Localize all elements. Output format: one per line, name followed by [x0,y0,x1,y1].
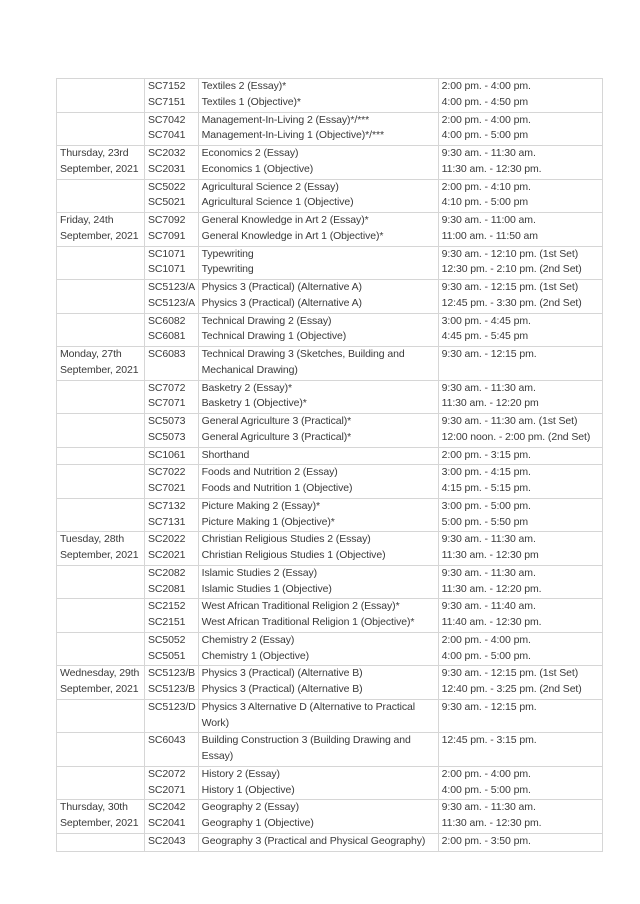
time-cell [438,733,602,767]
date-cell [57,112,145,146]
code-cell-text: SC7151 [148,95,186,108]
time-cell-text: 5:00 pm. - 5:50 pm [441,515,528,528]
code-cell [145,465,199,499]
date-cell-text: Friday, 24th September, 2021 [60,214,139,242]
time-cell-text: 4:00 pm. - 5:00 pm. [441,783,531,796]
subject-cell-text: Islamic Studies 1 (Objective) [201,582,332,595]
code-cell [145,498,199,532]
time-cell [438,213,602,247]
time-cell [438,347,602,381]
time-cell [438,833,602,851]
time-cell-text: 9:30 am. - 11:40 am. [441,600,536,613]
time-cell-text: 11:30 am. - 12:30 pm [441,549,539,561]
subject-cell-text: Agricultural Science 1 (Objective) [201,196,354,209]
code-cell-text: SC6083 [148,348,186,360]
subject-cell-text: Physics 3 (Practical) (Alternative B) [201,667,363,680]
code-cell-text: SC6082 [148,314,186,327]
code-cell-text: SC2041 [148,817,186,829]
time-cell [438,79,602,113]
date-cell [57,79,145,113]
subject-cell [198,447,438,465]
time-cell [438,565,602,599]
time-cell-text: 11:30 am. - 12:20 pm [441,397,539,410]
code-cell [145,347,199,381]
subject-cell-text: Shorthand [201,448,250,461]
subject-cell-text: General Knowledge in Art 2 (Essay)* [201,214,369,226]
time-cell-text: 11:30 am. - 12:30 pm. [441,817,542,829]
table-row [57,313,603,347]
date-cell [57,414,145,448]
table-row [57,699,603,733]
subject-cell [198,79,438,113]
time-cell-text: 9:30 am. - 11:30 am. (1st Set) [441,415,578,427]
code-cell-text: SC1071 [148,247,186,260]
code-cell-text: SC7071 [148,397,186,410]
table-row [57,246,603,280]
code-cell-text: SC6043 [148,734,186,747]
time-cell-text: 11:40 am. - 12:30 pm. [441,616,542,628]
time-cell [438,146,602,180]
time-cell-text: 4:15 pm. - 5:15 pm. [441,482,531,494]
time-cell [438,380,602,414]
code-cell-text: SC5022 [148,180,186,193]
time-cell-text: 12:45 pm. - 3:15 pm. [441,734,537,747]
time-cell-text: 9:30 am. - 11:30 am. [441,533,536,546]
date-cell-text: Thursday, 30th September, 2021 [60,801,139,829]
code-cell-text: SC2032 [148,147,186,159]
code-cell-text: SC5073 [148,415,186,427]
table-row [57,465,603,499]
date-cell [57,246,145,280]
subject-cell-text: History 1 (Objective) [201,783,295,796]
time-cell-text: 9:30 am. - 12:15 pm. [441,700,537,713]
code-cell-text: SC7131 [148,515,186,528]
time-cell [438,313,602,347]
table-row [57,414,603,448]
subject-cell-text: Technical Drawing 2 (Essay) [201,314,332,327]
time-cell-text: 9:30 am. - 11:00 am. [441,214,536,226]
code-cell [145,112,199,146]
subject-cell-text: Chemistry 2 (Essay) [201,633,295,646]
code-cell-text: SC7072 [148,381,186,394]
time-cell [438,447,602,465]
date-cell [57,800,145,834]
code-cell-text: SC2152 [148,600,186,613]
table-row [57,146,603,180]
table-row [57,666,603,700]
subject-cell [198,833,438,851]
subject-cell-text: General Agriculture 3 (Practical)* [201,430,352,443]
code-cell-text: SC5051 [148,649,186,662]
date-cell [57,699,145,733]
table-row [57,632,603,666]
code-cell-text: SC5123/D [148,700,196,713]
time-cell-text: 12:45 pm. - 3:30 pm. (2nd Set) [441,296,582,309]
subject-cell-text: Picture Making 1 (Objective)* [201,515,335,528]
time-cell-text: 2:00 pm. - 4:00 pm. [441,80,531,92]
date-cell-text: Wednesday, 29th September, 2021 [60,667,140,695]
date-cell-text: Thursday, 23rd September, 2021 [60,147,139,175]
code-cell [145,733,199,767]
subject-cell [198,313,438,347]
code-cell-text: SC2043 [148,834,186,847]
time-cell-text: 4:00 pm. - 4:50 pm [441,95,528,108]
code-cell-text: SC2072 [148,767,186,780]
subject-cell-text: Christian Religious Studies 1 (Objective) [201,549,386,561]
table-row [57,599,603,633]
code-cell-text: SC2031 [148,162,186,175]
subject-cell-text: Agricultural Science 2 (Essay) [201,180,339,193]
time-cell [438,532,602,566]
date-cell [57,565,145,599]
time-cell-text: 12:40 pm. - 3:25 pm. (2nd Set) [441,683,582,695]
subject-cell [198,465,438,499]
time-cell-text: 9:30 am. - 11:30 am. [441,566,536,579]
time-cell [438,246,602,280]
date-cell [57,632,145,666]
subject-cell [198,280,438,314]
time-cell-text: 4:00 pm. - 5:00 pm. [441,649,531,662]
table-row [57,565,603,599]
subject-cell-text: Technical Drawing 3 (Sketches, Building and Mechanical Drawing) [201,348,405,376]
time-cell-text: 9:30 am. - 11:30 am. [441,147,536,159]
code-cell-text: SC2082 [148,566,186,579]
code-cell-text: SC7022 [148,466,186,479]
code-cell [145,666,199,700]
time-cell [438,280,602,314]
table-row [57,833,603,851]
code-cell [145,532,199,566]
code-cell-text: SC5123/A [148,281,196,293]
subject-cell [198,179,438,213]
code-cell [145,246,199,280]
subject-cell-text: Physics 3 (Practical) (Alternative A) [201,296,362,309]
time-cell-text: 9:30 am. - 12:15 pm. (1st Set) [441,667,579,680]
subject-cell-text: General Agriculture 3 (Practical)* [201,415,352,427]
time-cell-text: 4:00 pm. - 5:00 pm [441,129,528,142]
date-cell [57,213,145,247]
time-cell [438,112,602,146]
date-cell [57,766,145,800]
subject-cell-text: Management-In-Living 1 (Objective)*/*** [201,129,384,142]
subject-cell [198,380,438,414]
date-cell [57,532,145,566]
code-cell [145,699,199,733]
date-cell-text: Tuesday, 28th September, 2021 [60,533,139,561]
code-cell-text: SC7092 [148,214,186,226]
subject-cell [198,565,438,599]
code-cell-text: SC1071 [148,263,186,276]
code-cell-text: SC5123/B [148,667,196,680]
table-row [57,179,603,213]
date-cell-text: Monday, 27th September, 2021 [60,348,139,376]
subject-cell-text: Foods and Nutrition 1 (Objective) [201,482,353,494]
subject-cell [198,347,438,381]
time-cell-text: 2:00 pm. - 4:10 pm. [441,180,531,193]
subject-cell-text: West African Traditional Religion 1 (Objective)* [201,616,415,628]
code-cell [145,632,199,666]
subject-cell-text: Geography 2 (Essay) [201,801,299,814]
date-cell [57,599,145,633]
subject-cell-text: Geography 3 (Practical and Physical Geography) [201,834,426,847]
time-cell-text: 4:10 pm. - 5:00 pm [441,196,528,209]
subject-cell [198,800,438,834]
date-cell [57,465,145,499]
subject-cell [198,699,438,733]
time-cell-text: 4:45 pm. - 5:45 pm [441,330,528,343]
time-cell [438,766,602,800]
code-cell-text: SC2071 [148,783,186,796]
subject-cell-text: Textiles 2 (Essay)* [201,80,287,92]
code-cell-text: SC7021 [148,482,186,494]
subject-cell-text: History 2 (Essay) [201,767,280,780]
date-cell [57,179,145,213]
code-cell [145,146,199,180]
date-cell [57,380,145,414]
code-cell-text: SC1061 [148,448,186,461]
code-cell [145,766,199,800]
time-cell-text: 9:30 am. - 12:15 pm. (1st Set) [441,281,579,293]
subject-cell-text: General Knowledge in Art 1 (Objective)* [201,229,384,242]
table-row [57,347,603,381]
time-cell-text: 11:30 am. - 12:20 pm. [441,582,542,595]
subject-cell [198,146,438,180]
code-cell [145,380,199,414]
subject-cell-text: Geography 1 (Objective) [201,817,314,829]
subject-cell-text: Building Construction 3 (Building Drawing and Essay) [201,734,411,762]
date-cell [57,146,145,180]
date-cell [57,447,145,465]
code-cell-text: SC5123/A [148,296,196,309]
code-cell [145,447,199,465]
code-cell [145,79,199,113]
subject-cell-text: Chemistry 1 (Objective) [201,649,310,662]
subject-cell-text: Typewriting [201,263,254,276]
time-cell [438,800,602,834]
subject-cell-text: West African Traditional Religion 2 (Essay)* [201,600,400,613]
subject-cell-text: Economics 2 (Essay) [201,147,299,159]
date-cell [57,498,145,532]
subject-cell-text: Physics 3 (Practical) (Alternative B) [201,683,363,695]
table-row [57,733,603,767]
time-cell-text: 9:30 am. - 11:30 am. [441,801,536,814]
code-cell [145,280,199,314]
table-row [57,213,603,247]
time-cell-text: 9:30 am. - 11:30 am. [441,381,536,394]
subject-cell-text: Foods and Nutrition 2 (Essay) [201,466,338,479]
time-cell-text: 12:00 noon. - 2:00 pm. (2nd Set) [441,430,591,443]
subject-cell [198,666,438,700]
subject-cell-text: Economics 1 (Objective) [201,162,314,175]
code-cell-text: SC2081 [148,582,186,595]
date-cell [57,280,145,314]
table-row [57,447,603,465]
exam-timetable [56,78,603,852]
time-cell-text: 11:00 am. - 11:50 am [441,229,538,242]
subject-cell-text: Management-In-Living 2 (Essay)*/*** [201,113,370,126]
code-cell [145,179,199,213]
time-cell [438,699,602,733]
table-row [57,380,603,414]
table-row [57,766,603,800]
time-cell-text: 2:00 pm. - 4:00 pm. [441,633,531,646]
subject-cell-text: Islamic Studies 2 (Essay) [201,566,318,579]
timetable-body [57,79,603,852]
time-cell [438,498,602,532]
time-cell [438,465,602,499]
subject-cell [198,599,438,633]
table-row [57,79,603,113]
time-cell [438,632,602,666]
table-row [57,280,603,314]
time-cell [438,666,602,700]
table-row [57,800,603,834]
code-cell [145,800,199,834]
code-cell [145,599,199,633]
time-cell [438,179,602,213]
table-row [57,498,603,532]
date-cell [57,313,145,347]
time-cell-text: 2:00 pm. - 4:00 pm. [441,767,531,780]
time-cell-text: 9:30 am. - 12:15 pm. [441,348,537,360]
subject-cell [198,532,438,566]
subject-cell-text: Physics 3 (Practical) (Alternative A) [201,281,362,293]
subject-cell-text: Picture Making 2 (Essay)* [201,499,320,512]
time-cell-text: 9:30 am. - 12:10 pm. (1st Set) [441,247,579,260]
date-cell [57,666,145,700]
code-cell-text: SC7132 [148,499,186,512]
time-cell-text: 3:00 pm. - 4:45 pm. [441,314,531,327]
subject-cell [198,632,438,666]
code-cell-text: SC5021 [148,196,186,209]
date-cell [57,733,145,767]
time-cell-text: 2:00 pm. - 3:15 pm. [441,448,531,461]
subject-cell-text: Typewriting [201,247,254,260]
code-cell [145,414,199,448]
time-cell-text: 2:00 pm. - 3:50 pm. [441,834,531,847]
code-cell-text: SC5052 [148,633,186,646]
table-row [57,112,603,146]
subject-cell [198,733,438,767]
code-cell-text: SC5123/B [148,683,196,695]
table-row [57,532,603,566]
code-cell-text: SC5073 [148,430,186,443]
time-cell [438,599,602,633]
time-cell-text: 11:30 am. - 12:30 pm. [441,162,542,175]
subject-cell-text: Physics 3 Alternative D (Alternative to Practical Work) [201,700,416,729]
time-cell-text: 12:30 pm. - 2:10 pm. (2nd Set) [441,263,582,276]
subject-cell [198,414,438,448]
subject-cell [198,766,438,800]
time-cell-text: 2:00 pm. - 4:00 pm. [441,113,531,126]
subject-cell [198,213,438,247]
code-cell [145,833,199,851]
subject-cell [198,498,438,532]
code-cell-text: SC7041 [148,129,186,142]
time-cell-text: 3:00 pm. - 5:00 pm. [441,499,531,512]
time-cell [438,414,602,448]
code-cell-text: SC6081 [148,330,186,343]
code-cell-text: SC2021 [148,549,186,561]
code-cell [145,565,199,599]
code-cell-text: SC7091 [148,229,186,242]
subject-cell-text: Technical Drawing 1 (Objective) [201,330,347,343]
code-cell-text: SC2151 [148,616,186,628]
subject-cell-text: Basketry 2 (Essay)* [201,381,292,394]
date-cell [57,833,145,851]
time-cell-text: 3:00 pm. - 4:15 pm. [441,466,531,479]
subject-cell [198,112,438,146]
code-cell-text: SC7152 [148,80,186,92]
date-cell [57,347,145,381]
subject-cell-text: Christian Religious Studies 2 (Essay) [201,533,371,546]
subject-cell-text: Basketry 1 (Objective)* [201,397,307,410]
subject-cell-text: Textiles 1 (Objective)* [201,95,301,108]
code-cell-text: SC2022 [148,533,186,546]
code-cell [145,313,199,347]
code-cell-text: SC2042 [148,801,186,814]
subject-cell [198,246,438,280]
code-cell-text: SC7042 [148,113,186,126]
code-cell [145,213,199,247]
